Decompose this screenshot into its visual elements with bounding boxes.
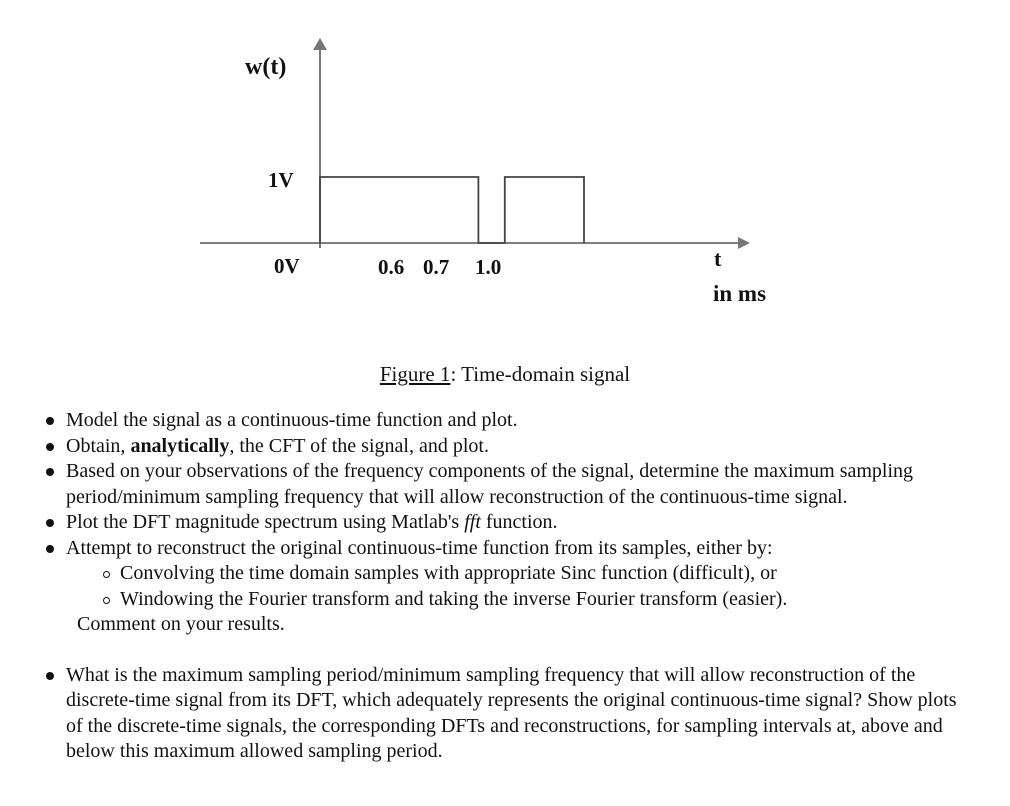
figure-caption-label: Figure 1 bbox=[379, 362, 451, 386]
list-item-text-pre: Obtain, bbox=[66, 434, 131, 457]
list-item bbox=[0, 408, 1010, 434]
x-tick-label: 0.6 bbox=[378, 255, 405, 279]
x-axis-arrowhead bbox=[738, 237, 750, 249]
sub-list-item bbox=[66, 587, 970, 613]
x-tick-label: 1.0 bbox=[475, 255, 502, 279]
list-item-text-bold: analytically bbox=[130, 434, 230, 457]
comment-line: Comment on your results. bbox=[77, 613, 285, 635]
list-item bbox=[0, 510, 1010, 536]
bullet-icon bbox=[46, 545, 54, 553]
figure-caption-text: Time-domain signal bbox=[461, 362, 631, 386]
bullet-icon bbox=[46, 519, 54, 527]
bullet-icon bbox=[46, 417, 54, 425]
circle-bullet-icon bbox=[103, 597, 110, 604]
x-unit-label: in ms bbox=[713, 281, 767, 306]
list-item bbox=[0, 459, 1010, 510]
list-item bbox=[0, 663, 1010, 765]
bullet-icon bbox=[46, 468, 54, 476]
sub-list-item-text: Windowing the Fourier transform and taking the inverse Fourier transform (easier). bbox=[120, 587, 788, 610]
list-item-text: Attempt to reconstruct the original continuous-time function from its samples, either by: bbox=[66, 536, 773, 559]
list-item-text-post: function. bbox=[480, 511, 558, 533]
y-level-high-label: 1V bbox=[268, 168, 294, 192]
sub-list-item-text: Convolving the time domain samples with appropriate Sinc function (difficult), or bbox=[120, 562, 777, 584]
list-item-text: Based on your observations of the frequency components of the signal, determine the maximum sampling period/minimum sampling frequency that will allow reconstruction of the continuous-time signal. bbox=[66, 460, 914, 508]
list-item-text-pre: Plot the DFT magnitude spectrum using Matlab's bbox=[66, 511, 465, 533]
list-item-text: Model the signal as a continuous-time function and plot. bbox=[66, 409, 518, 431]
y-axis-arrowhead bbox=[313, 38, 327, 50]
x-tick-label: 0.7 bbox=[423, 255, 450, 279]
list-item-text-post: , the CFT of the signal, and plot. bbox=[229, 434, 489, 457]
bullet-icon bbox=[46, 443, 54, 451]
bullet-icon bbox=[46, 672, 54, 680]
sub-list-item bbox=[66, 561, 970, 587]
list-item bbox=[0, 434, 1010, 460]
figure-caption bbox=[0, 362, 1010, 387]
circle-bullet-icon bbox=[103, 571, 110, 578]
task-list bbox=[0, 408, 1010, 765]
list-item-text-italic: fft bbox=[464, 511, 481, 533]
list-item bbox=[0, 536, 1010, 613]
sub-list bbox=[66, 561, 970, 612]
y-axis-label: w(t) bbox=[245, 54, 287, 80]
figure-caption-separator: : bbox=[450, 362, 462, 386]
list-item-text: What is the maximum sampling period/minimum sampling frequency that will allow reconstruction of the discrete-time signal from its DFT, which adequately represents the original continuous-time signal? Show plots of the discrete-time signals, the corresponding DFTs and reconstructions, for sampling intervals at, above and below this maximum allowed sampling period. bbox=[66, 663, 957, 762]
signal-waveform bbox=[320, 177, 584, 243]
x-axis-label: t bbox=[714, 246, 722, 271]
time-domain-signal-figure bbox=[0, 0, 1010, 330]
y-level-zero-label: 0V bbox=[274, 254, 300, 278]
